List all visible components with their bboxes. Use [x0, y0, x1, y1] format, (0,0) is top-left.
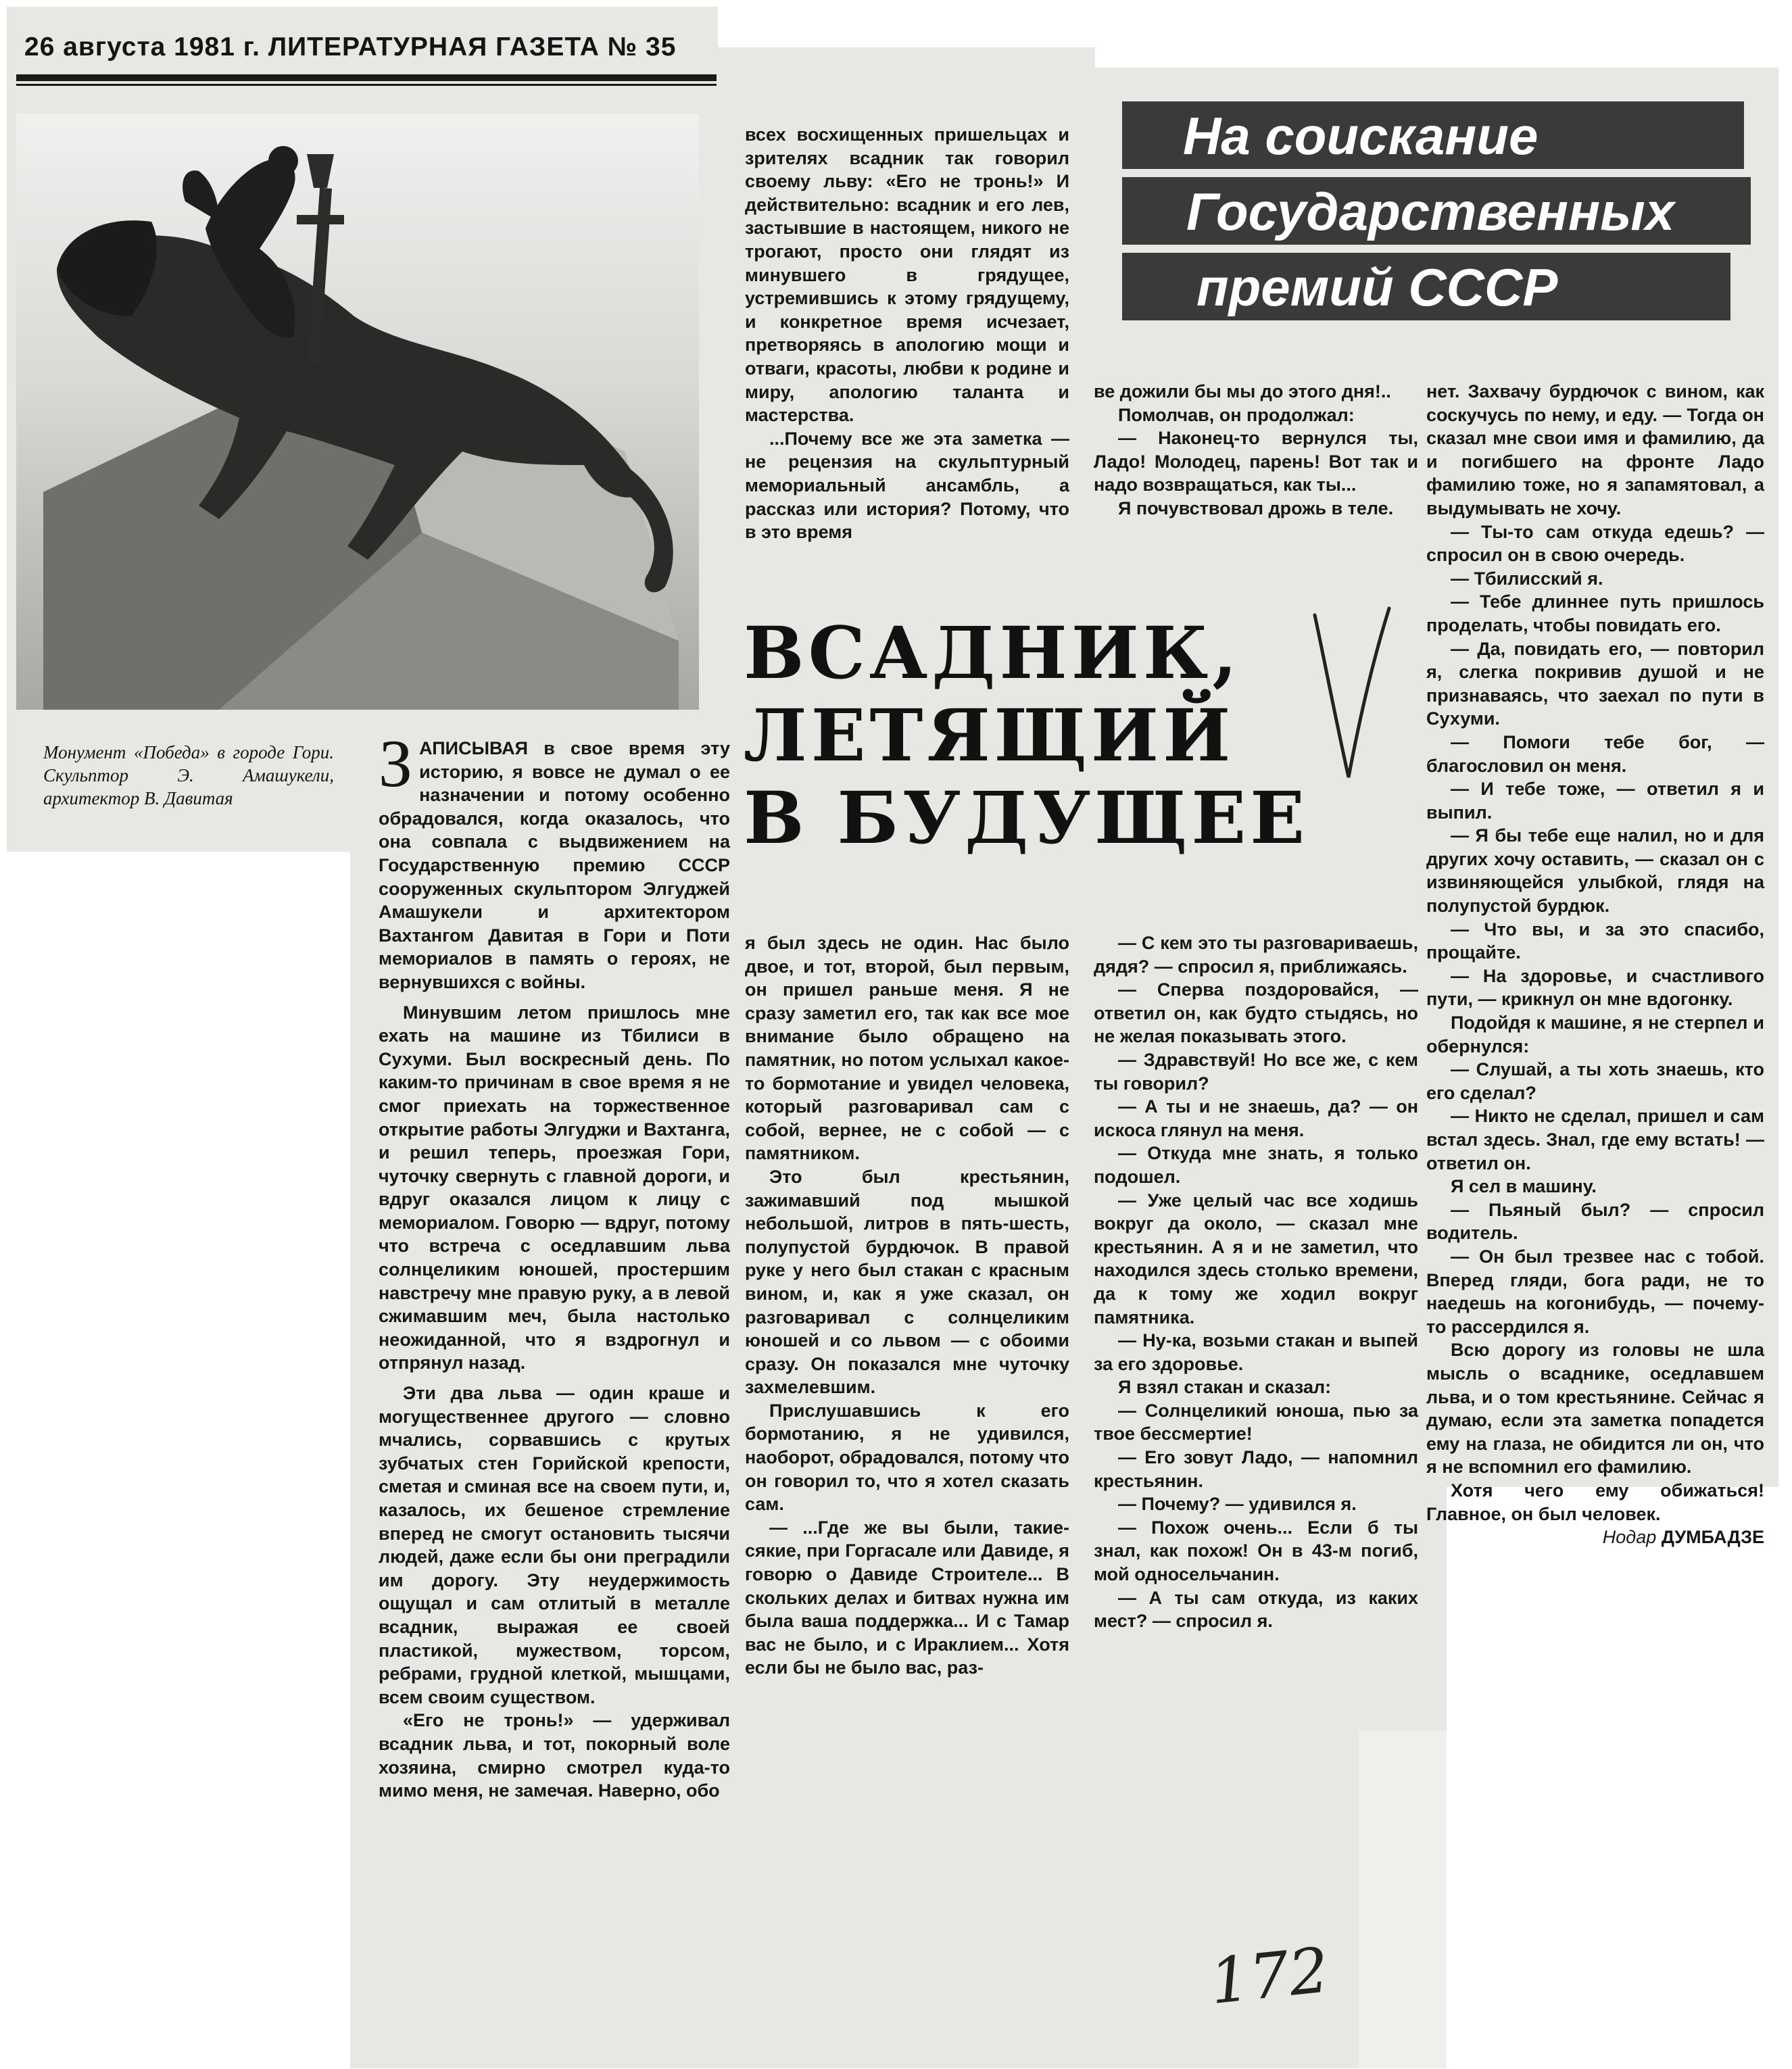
- monument-illustration: [16, 114, 699, 710]
- article-paragraph: — Помоги тебе бог, — благословил он меня.: [1426, 731, 1764, 776]
- author-last-name: ДУМБАДЗЕ: [1661, 1527, 1764, 1548]
- article-paragraph: — Да, повидать его, — повторил я, слегка покривив душой и не признаваясь, что заехал по пути в Сухуми.: [1426, 638, 1764, 729]
- paper-clipping-stub: [717, 47, 1095, 74]
- banner-line-1: На соискание: [1183, 106, 1539, 166]
- article-column-2-top: [745, 123, 1069, 544]
- article-paragraph: — Похож очень... Если б ты знал, как похож! Он в 43-м погиб, мой односельчанин.: [1094, 1517, 1418, 1585]
- article-paragraph: — Пьяный был? — спросил водитель.: [1426, 1199, 1764, 1244]
- author-first-name: Нодар: [1602, 1527, 1657, 1548]
- article-paragraph: — Откуда мне знать, я только подошел.: [1094, 1143, 1418, 1187]
- article-paragraph: нет. Захвачу бурдючок с вином, как соскучусь по нему, и еду. — Тогда он сказал мне свои имя и фамилию, да и погибшего на фронте Ладо фамилию тоже, но я запамятовал, а выдумывать не хочу.: [1426, 381, 1764, 518]
- article-paragraph: ЗАПИСЫВАЯ в свое время эту историю, я вовсе не думал о ее назначении и потому особенно обрадовался, когда оказалось, что она совпала с выдвижением на Государственную премию СССР сооруженных скульптором Элгуджей Амашукели и архитектором Вахтангом Давитая в Гори и Поти мемориалов в память о героях, не вернувшихся с войны.: [379, 726, 730, 992]
- article-paragraph: «Его не тронь!» — удерживал всадник льва, и тот, покорный воле хозяина, смирно смотрел куда-то мимо меня, не замечая. Наверно, обо: [379, 1710, 730, 1801]
- article-paragraph: я был здесь не один. Нас было двое, и тот, второй, был первым, он пришел раньше меня. Я не сразу заметил его, так как все мое внимание было обращено на памятник, но потом услыхал какое-то бормотание и увидел человека, который разговаривал сам с собой, вернее, не с собой — с памятником.: [745, 933, 1069, 1164]
- article-paragraph: всех восхищенных пришельцах и зрителях всадник так говорил своему льву: «Его не тронь!» И действительно: всадник и его лев, застывшие в настоящем, никого не трогают, просто они глядят из минувшего в грядущее, устремившись к этому грядущему, и конкретное время исчезает, претворяясь в апологию мощи и отваги, красоты, любви к родине и миру, апологию таланта и мастерства.: [745, 124, 1069, 426]
- article-paragraph: — Никто не сделал, пришел и сам встал здесь. Знал, где ему встать! — ответил он.: [1426, 1106, 1764, 1173]
- author-signature: [1426, 1526, 1764, 1549]
- article-paragraph: — Здравствуй! Но все же, с кем ты говорил?: [1094, 1049, 1418, 1094]
- article-paragraph: Я сел в машину.: [1451, 1176, 1597, 1197]
- article-paragraph: — Что вы, и за это спасибо, прощайте.: [1426, 919, 1764, 963]
- article-paragraph: Эти два льва — один краше и могущественнее другого — словно мчались, сорвавшись с крутых зубчатых стен Горийской крепости, сметая и сминая все на своем пути, и, казалось, их бешеное стремление вперед не смогут остановить тысячи людей, даже если бы они преградили им дорогу. Эту неудержимость ощущал и сам отлитый в металле всадник, выражая ее своей пластикой, мужеством, торсом, ребрами, грудной клеткой, мышцами, всем своим существом.: [379, 1383, 730, 1707]
- article-paragraph: Подойдя к машине, я не стерпел и обернулся:: [1426, 1013, 1764, 1056]
- article-paragraph: — Почему? — удивился я.: [1118, 1494, 1357, 1515]
- article-paragraph: — Его зовут Ладо, — напомнил крестьянин.: [1094, 1447, 1418, 1491]
- article-paragraph: Я взял стакан и сказал:: [1118, 1377, 1332, 1398]
- article-column-4: [1426, 380, 1764, 1549]
- handwritten-page-number: 172: [1206, 1934, 1332, 2018]
- article-paragraph: — Сперва поздоровайся, — ответил он, как будто стыдясь, но не желая показывать этого.: [1094, 979, 1418, 1047]
- article-paragraph: Это был крестьянин, зажимавший под мышкой небольшой, литров в пять-шесть, полупустой бурдючок. В правой руке у него был стакан с красным вином, и, как я уже сказал, он разговаривал с солнцеликим юношей и со львом — с обоими сразу. Он показался мне чуточку захмелевшим.: [745, 1166, 1069, 1398]
- headline-line-2: ЛЕТЯЩИЙ: [744, 693, 1235, 777]
- article-paragraph: — Уже целый час все ходишь вокруг да около, — сказал мне крестьянин. А я и не заметил, что находился здесь столько времени, да к тому же ходил вокруг памятника.: [1094, 1190, 1418, 1328]
- masthead-rule: [16, 74, 717, 81]
- article-paragraph: Я почувствовал дрожь в теле.: [1118, 497, 1394, 518]
- article-paragraph: — Слушай, а ты хоть знаешь, кто его сделал?: [1426, 1059, 1764, 1103]
- article-paragraph: — Тебе длиннее путь пришлось проделать, чтобы повидать его.: [1426, 591, 1764, 635]
- article-paragraph: — На здоровье, и счастливого пути, — крикнул он мне вдогонку.: [1426, 965, 1764, 1010]
- headline-line-1: ВСАДНИК,: [744, 610, 1242, 695]
- handwritten-check-mark: [1308, 602, 1396, 791]
- white-backing-sheet: [1447, 1487, 1778, 2069]
- article-paragraph: Всю дорогу из головы не шла мысль о всаднике, оседлавшем льва, и о том крестьянине. Сейчас я думаю, если эта заметка попадется ему на глаза, не обидится ли он, что я не вспомнил его фамилию.: [1426, 1340, 1764, 1478]
- article-column-1: [379, 726, 730, 1803]
- article-column-2: [745, 931, 1069, 1680]
- article-paragraph: — Солнцеликий юноша, пью за твое бессмертие!: [1094, 1400, 1418, 1444]
- article-paragraph: ...Почему все же эта заметка — не рецензия на скульптурный мемориальный ансамбль, а рассказ или история? Потому, что в это время: [745, 428, 1069, 543]
- newspaper-masthead: 26 августа 1981 г. ЛИТЕРАТУРНАЯ ГАЗЕТА № 35: [24, 32, 677, 62]
- article-paragraph: — Наконец-то вернулся ты, Ладо! Молодец, парень! Вот так и надо возвращаться, как ты...: [1094, 428, 1418, 495]
- article-paragraph: ве дожили бы мы до этого дня!..: [1094, 381, 1391, 401]
- article-column-3: [1094, 931, 1418, 1633]
- banner-line-3: премий СССР: [1196, 258, 1558, 317]
- article-paragraph: Хотя чего ему обижаться! Главное, он был человек.: [1426, 1480, 1764, 1524]
- drop-cap: З: [379, 726, 413, 801]
- article-paragraph: — А ты и не знаешь, да? — он искоса глянул на меня.: [1094, 1096, 1418, 1140]
- banner-line-2: Государственных: [1186, 182, 1675, 241]
- article-paragraph: — Он был трезвее нас с тобой. Вперед гляди, бога ради, не то наедешь на когонибудь, — почему-то рассердился я.: [1426, 1246, 1764, 1337]
- article-paragraph: Прислушавшись к его бормотанию, я не удивился, наоборот, обрадовался, потому что он говорил то, что я хотел сказать сам.: [745, 1400, 1069, 1515]
- article-paragraph: — А ты сам откуда, из каких мест? — спросил я.: [1094, 1587, 1418, 1632]
- article-paragraph: — Тбилисский я.: [1451, 568, 1603, 589]
- article-column-3-top: [1094, 380, 1418, 520]
- article-paragraph: Помолчав, он продолжал:: [1118, 404, 1355, 425]
- photo-caption: Монумент «Победа» в городе Гори. Скульптор Э. Амашукели, архитектор В. Давитая: [43, 742, 334, 808]
- article-paragraph: — Ну-ка, возьми стакан и выпей за его здоровье.: [1094, 1330, 1418, 1374]
- masthead-rule-thin: [16, 84, 717, 86]
- article-paragraph: — И тебе тоже, — ответил я и выпил.: [1426, 779, 1764, 823]
- headline-line-3: В БУДУЩЕЕ: [744, 775, 1309, 860]
- prize-banner: [1122, 101, 1751, 324]
- article-paragraph: — С кем это ты разговариваешь, дядя? — спросил я, приближаясь.: [1094, 933, 1418, 977]
- article-paragraph: Минувшим летом пришлось мне ехать на машине из Тбилиси в Сухуми. Был воскресный день. По каким-то причинам в свое время я не смог приехать на торжественное открытие работы Элгуджи и Вахтанга, и решил теперь, проезжая Гори, чуточку свернуть с главной дороги, и вдруг оказался лицом к лицу с мемориалом. Говорю — вдруг, потому что встреча с оседлавшим льва солнцеликим юношей, простершим навстречу мне правую руку, а в левой сжимавшим меч, была настолько неожиданной, что я вздрогнул и отпрянул назад.: [379, 1002, 730, 1373]
- article-paragraph: — Ты-то сам откуда едешь? — спросил он в свою очередь.: [1426, 521, 1764, 566]
- article-paragraph: — ...Где же вы были, такие-сякие, при Горгасале или Давиде, я говорю о Давиде Строителе... В скольких делах и битвах нужна им была ваша поддержка... И с Тамар вас не было, и с Ираклием... Хотя если бы не было вас, раз-: [745, 1517, 1069, 1678]
- article-paragraph: — Я бы тебе еще налил, но и для других хочу оставить, — сказал он с извиняющейся улыбкой, глядя на полупустой бурдюк.: [1426, 825, 1764, 917]
- monument-photo: [16, 114, 699, 710]
